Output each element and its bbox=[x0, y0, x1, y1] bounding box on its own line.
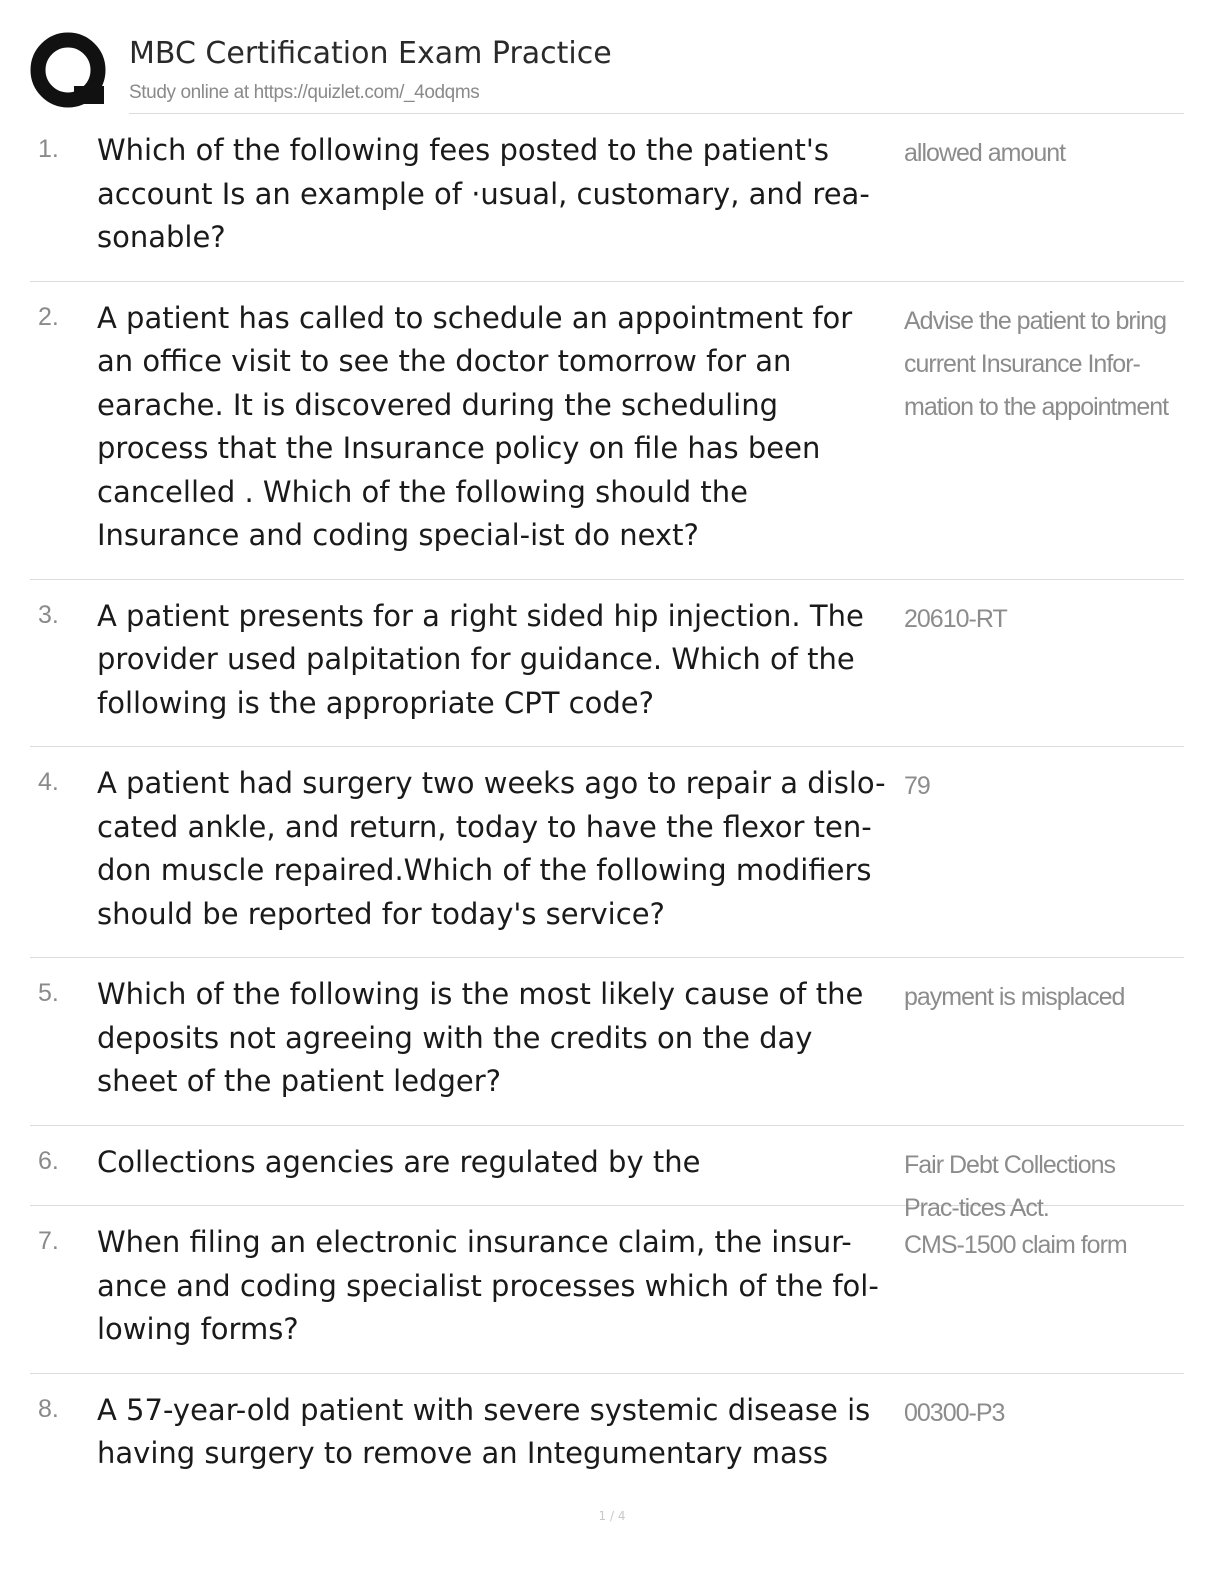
card-term: When filing an electronic insurance claim, the insur-ance and coding specialist processes which of the fol-lowing forms? bbox=[97, 1225, 879, 1346]
page-title: MBC Certification Exam Practice bbox=[129, 36, 612, 71]
study-online-link[interactable]: Study online at https://quizlet.com/_4odqms bbox=[129, 82, 480, 103]
card-number: 6. bbox=[38, 1146, 59, 1175]
card-definition: payment is misplaced bbox=[904, 983, 1125, 1011]
flashcard-row bbox=[30, 282, 1184, 580]
flashcard-list bbox=[30, 114, 1184, 1497]
flashcard-row bbox=[30, 580, 1184, 748]
card-number: 4. bbox=[38, 768, 59, 796]
card-term: A 57-year-old patient with severe systemic disease is having surgery to remove an Integumentary mass bbox=[97, 1392, 871, 1470]
card-definition: 79 bbox=[904, 772, 930, 800]
card-number: 3. bbox=[38, 600, 59, 629]
card-definition: Fair Debt Collections Prac-tices Act. bbox=[904, 1150, 1116, 1222]
quizlet-q-logo-icon bbox=[30, 32, 110, 112]
card-term: A patient has called to schedule an appointment for an office visit to see the doctor tomorrow for an earache. It is discovered during the scheduling process that the Insurance policy on file has been cancelled . Which of the following should the Insurance and coding special-ist do next? bbox=[97, 300, 853, 552]
card-term: Collections agencies are regulated by the bbox=[97, 1144, 701, 1179]
flashcard-row bbox=[30, 114, 1184, 282]
flashcard-row bbox=[30, 747, 1184, 958]
card-definition: 20610-RT bbox=[904, 604, 1007, 633]
card-term: Which of the following fees posted to the patient's account Is an example of ·usual, customary, and rea-sonable? bbox=[97, 133, 870, 254]
card-number: 2. bbox=[38, 302, 59, 331]
card-number: 1. bbox=[38, 135, 59, 163]
page-header bbox=[30, 28, 1184, 114]
card-term: A patient presents for a right sided hip injection. The provider used palpitation for guidance. Which of the following is the appropriate CPT code? bbox=[97, 598, 864, 720]
flashcard-row bbox=[30, 1374, 1184, 1497]
flashcard-row bbox=[30, 958, 1184, 1126]
card-number: 7. bbox=[38, 1227, 59, 1255]
card-number: 5. bbox=[38, 979, 59, 1007]
card-definition: CMS-1500 claim form bbox=[904, 1231, 1127, 1259]
card-term: A patient had surgery two weeks ago to repair a dislo-cated ankle, and return, today to have the flexor ten-don muscle repaired.Which of the following modifiers should be reported for today's service? bbox=[97, 766, 886, 931]
card-term: Which of the following is the most likely cause of the deposits not agreeing with the credits on the day sheet of the patient ledger? bbox=[97, 977, 864, 1098]
card-number: 8. bbox=[38, 1394, 59, 1423]
card-definition: allowed amount bbox=[904, 139, 1066, 167]
flashcard-row bbox=[30, 1206, 1184, 1374]
card-definition: Advise the patient to bring current Insurance Infor-mation to the appointment bbox=[904, 306, 1169, 421]
card-definition: 00300-P3 bbox=[904, 1398, 1005, 1427]
page-number: 1 / 4 bbox=[598, 1509, 626, 1523]
flashcard-row bbox=[30, 1126, 1184, 1222]
